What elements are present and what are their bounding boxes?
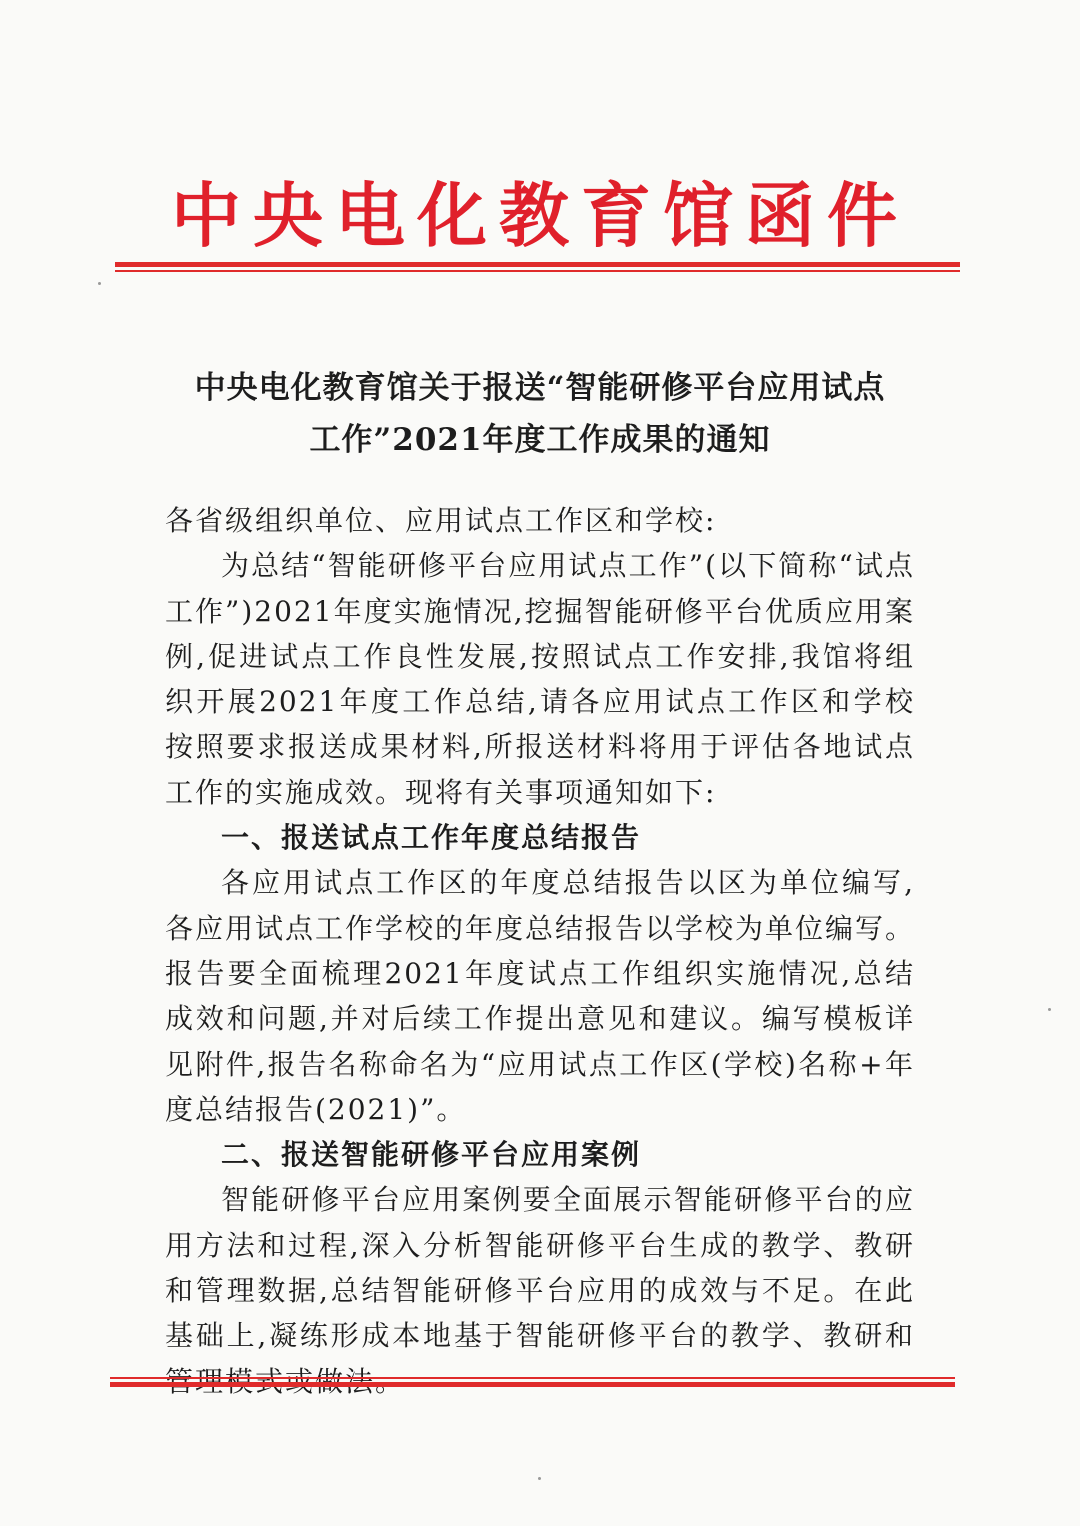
red-rule-thin	[115, 270, 960, 272]
footer-rule-thick	[110, 1382, 955, 1387]
notice-title-line-2: 工作”2021年度工作成果的通知	[309, 422, 771, 458]
scan-speck	[538, 1477, 541, 1480]
scan-speck	[1048, 1008, 1051, 1011]
letterhead-title: 中央电化教育馆函件	[171, 175, 909, 257]
section-2-paragraph: 智能研修平台应用案例要全面展示智能研修平台的应用方法和过程,深入分析智能研修平台生成的教学、教研和管理数据,总结智能研修平台应用的成效与不足。在此基础上,凝练形成本地基于智能研修平台的教学、教研和	[165, 1183, 915, 1353]
scan-speck	[98, 282, 101, 285]
footer-red-rule	[110, 1377, 955, 1387]
footer-rule-thin	[110, 1377, 955, 1379]
section-1-paragraph: 各应用试点工作区的年度总结报告以区为单位编写,各应用试点工作学校的年度总结报告以学校为单位编写。报告要全面梳理2021年度试点工作组织实施情况,总结成效和问题,并对后续工作提出意见和建议。编写模板详见附件,报告名称命名为“应用试点工作区(学校)名称+年度总结报告(2021)”。	[165, 866, 916, 1126]
section-1-heading: 一、报送试点工作年度总结报告	[221, 821, 642, 855]
notice-body	[165, 498, 915, 1404]
intro-paragraph: 为总结“智能研修平台应用试点工作”(以下简称“试点工作”)2021年度实施情况,挖掘智能研修平台优质应用案例,促进试点工作良性发展,按照试点工作安排,我馆将组织开展2021年度工作总结,请各应用试点工作区和学校按照要求报送成果材料,所报送材料将用于评估各地试点工作的实施成效。现将有关事项通知如下:	[165, 549, 915, 809]
letterhead-red-rule	[115, 262, 960, 272]
salutation: 各省级组织单位、应用试点工作区和学校:	[165, 504, 717, 537]
notice-title-line-1: 中央电化教育馆关于报送“智能研修平台应用试点	[194, 370, 886, 406]
notice-title	[120, 362, 960, 466]
section-2-heading: 二、报送智能研修平台应用案例	[221, 1138, 642, 1172]
red-rule-thick	[115, 262, 960, 267]
